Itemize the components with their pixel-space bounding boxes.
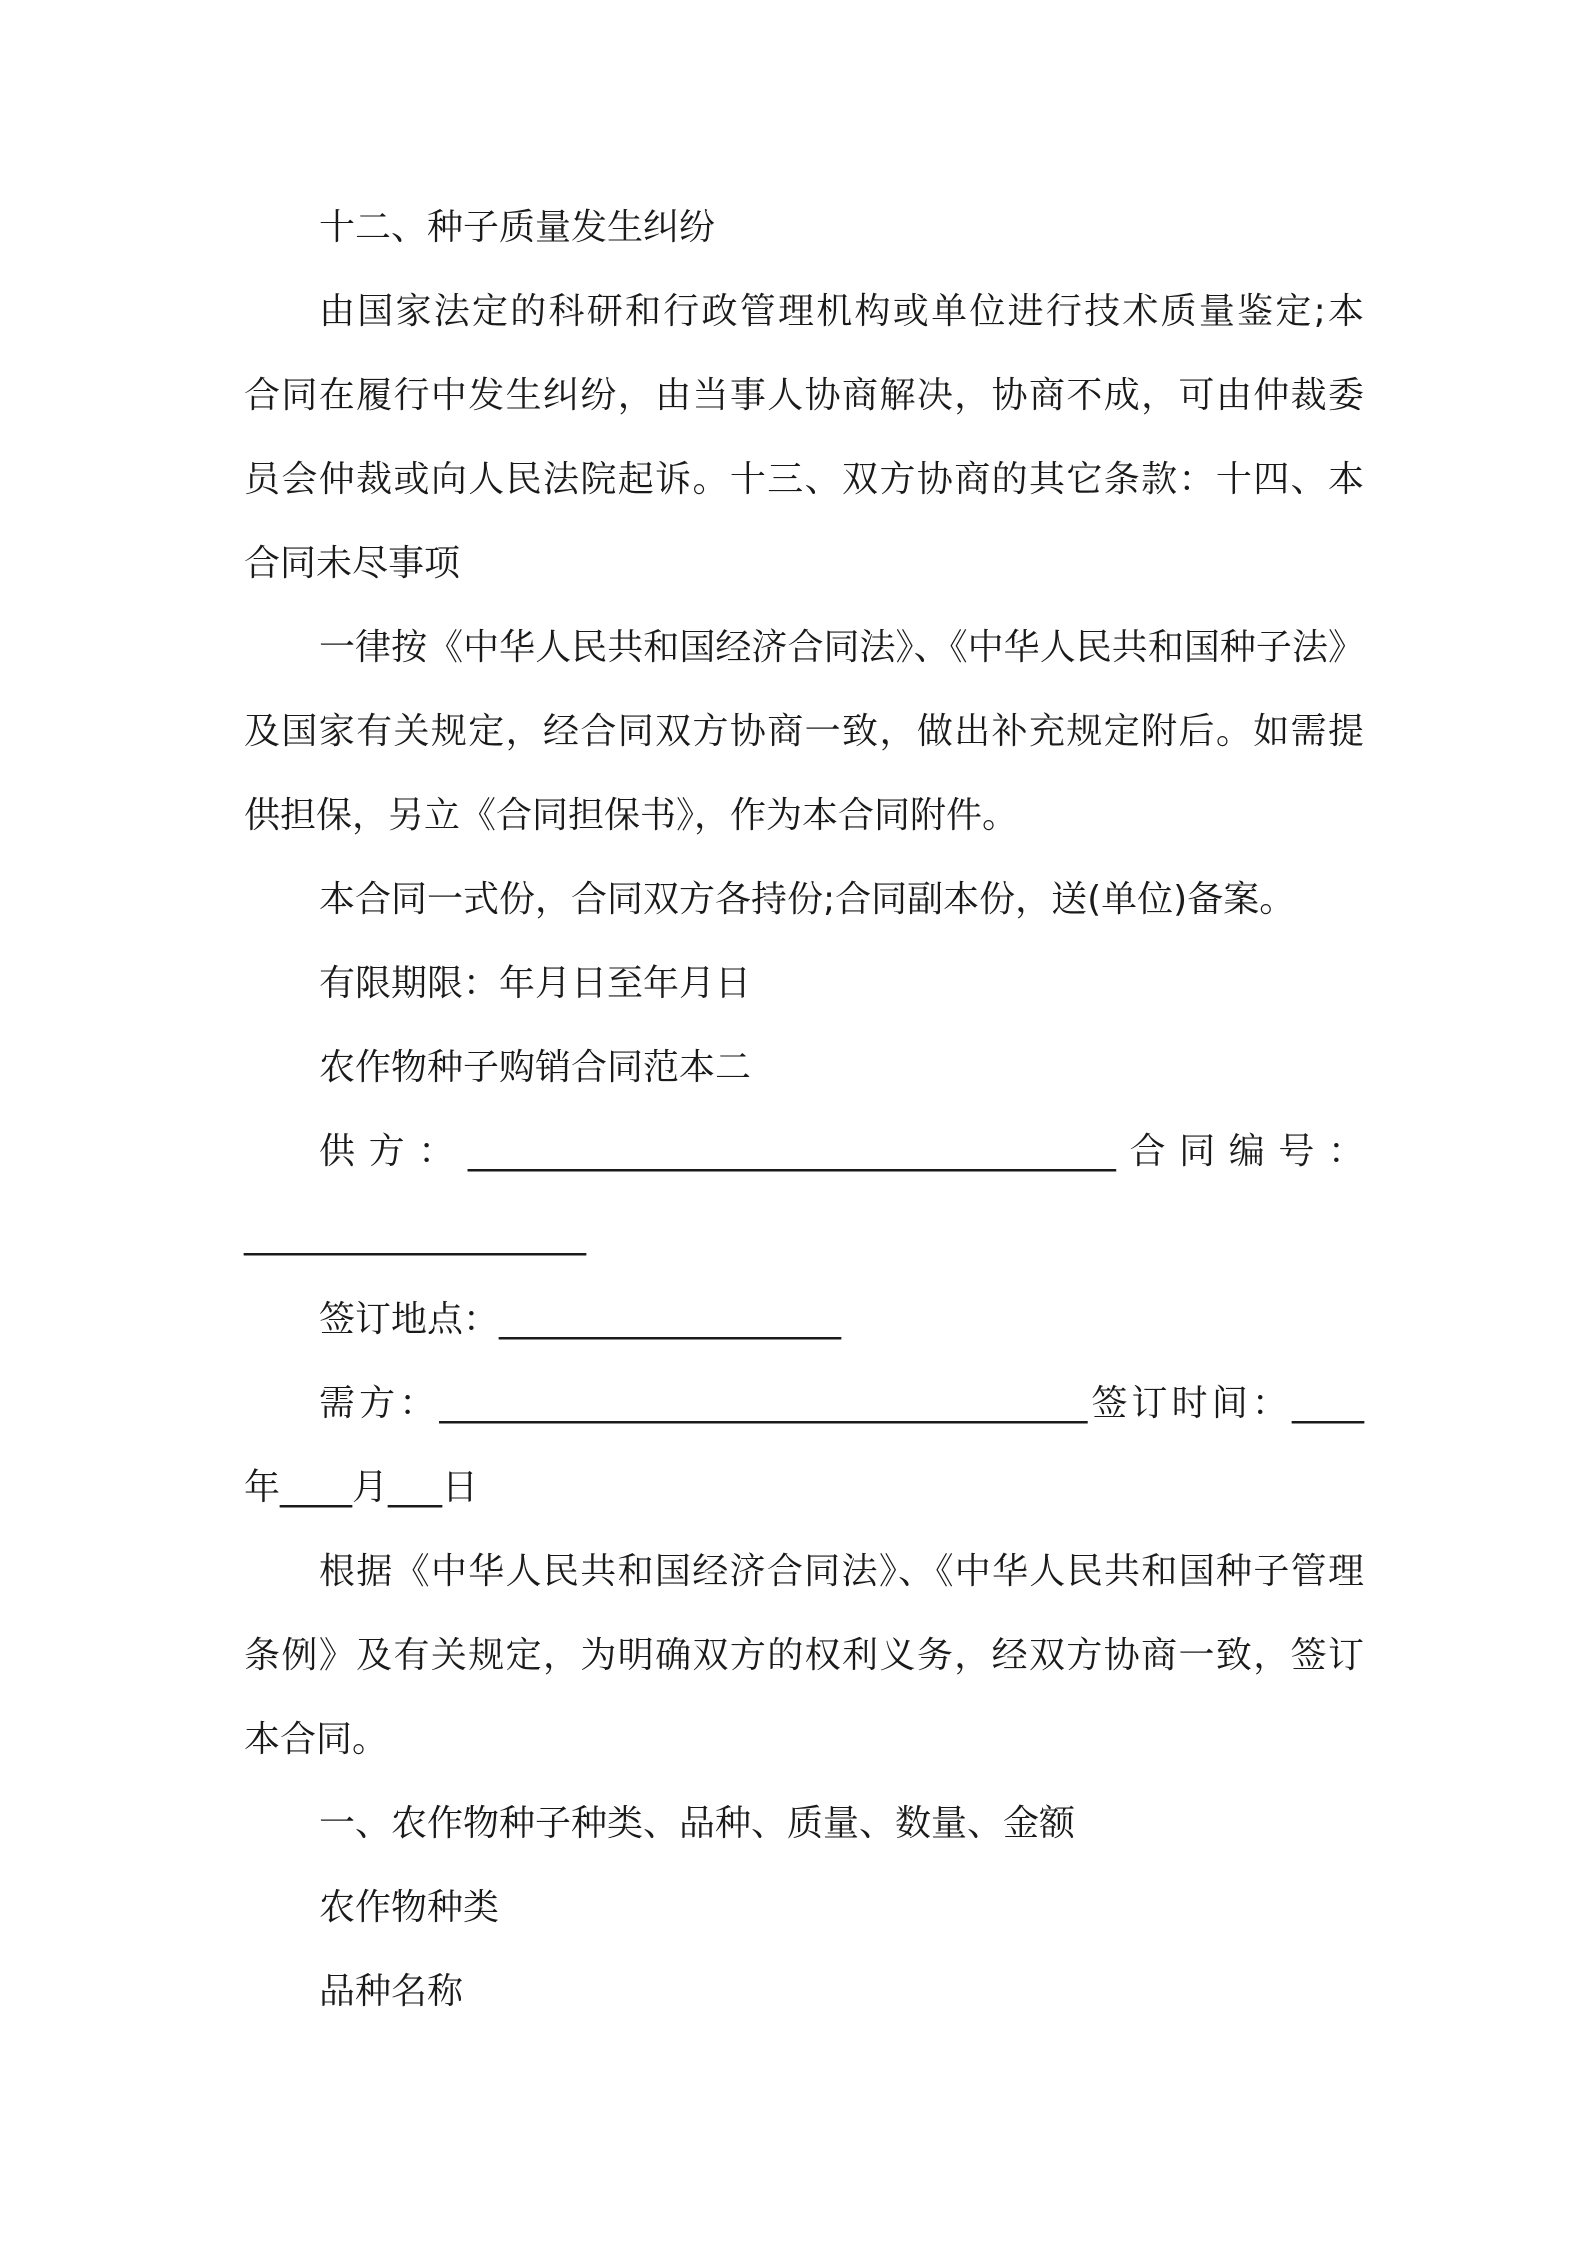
paragraph-line: 合同未尽事项 — [244, 543, 461, 584]
paragraph-line: 员会仲裁或向人民法院起诉。十三、双方协商的其它条款：十四、本 — [244, 459, 1364, 500]
paragraph-line: 条例》及有关规定，为明确双方的权利义务，经双方协商一致，签订 — [244, 1635, 1364, 1676]
paragraph-line: 及国家有关规定，经合同双方协商一致，做出补充规定附后。如需提 — [244, 711, 1364, 752]
variety-name-label: 品种名称 — [319, 1971, 464, 2012]
signing-place-line: 签订地点：___________________ — [319, 1299, 842, 1340]
contract-title-2: 农作物种子购销合同范本二 — [319, 1047, 752, 1088]
paragraph-line: 合同在履行中发生纠纷，由当事人协商解决，协商不成，可由仲裁委 — [244, 375, 1364, 416]
section-heading-1: 一、农作物种子种类、品种、质量、数量、金额 — [319, 1803, 1076, 1844]
paragraph-line: 根据《中华人民共和国经济合同法》、《中华人民共和国种子管理 — [319, 1551, 1364, 1592]
crop-type-label: 农作物种类 — [319, 1887, 500, 1928]
signing-date-line: 年____月___日 — [244, 1467, 479, 1508]
section-heading-12: 十二、种子质量发生纠纷 — [319, 207, 716, 248]
validity-period-line: 有限期限：年月日至年月日 — [319, 963, 752, 1004]
paragraph-line: 本合同。 — [244, 1719, 389, 1760]
paragraph-line: 供担保，另立《合同担保书》，作为本合同附件。 — [244, 795, 1019, 836]
paragraph-line: 本合同一式份，合同双方各持份;合同副本份，送(单位)备案。 — [319, 879, 1296, 920]
contract-number-blank: ___________________ — [244, 1215, 586, 1256]
paragraph-line: 一律按《中华人民共和国经济合同法》、《中华人民共和国种子法》 — [319, 627, 1364, 668]
buyer-field-line: 需方：____________________________________签订时间：____ — [319, 1383, 1364, 1424]
supplier-field-line: 供方：____________________________________合同编号： — [319, 1131, 1364, 1172]
paragraph-line: 由国家法定的科研和行政管理机构或单位进行技术质量鉴定;本 — [319, 291, 1364, 332]
